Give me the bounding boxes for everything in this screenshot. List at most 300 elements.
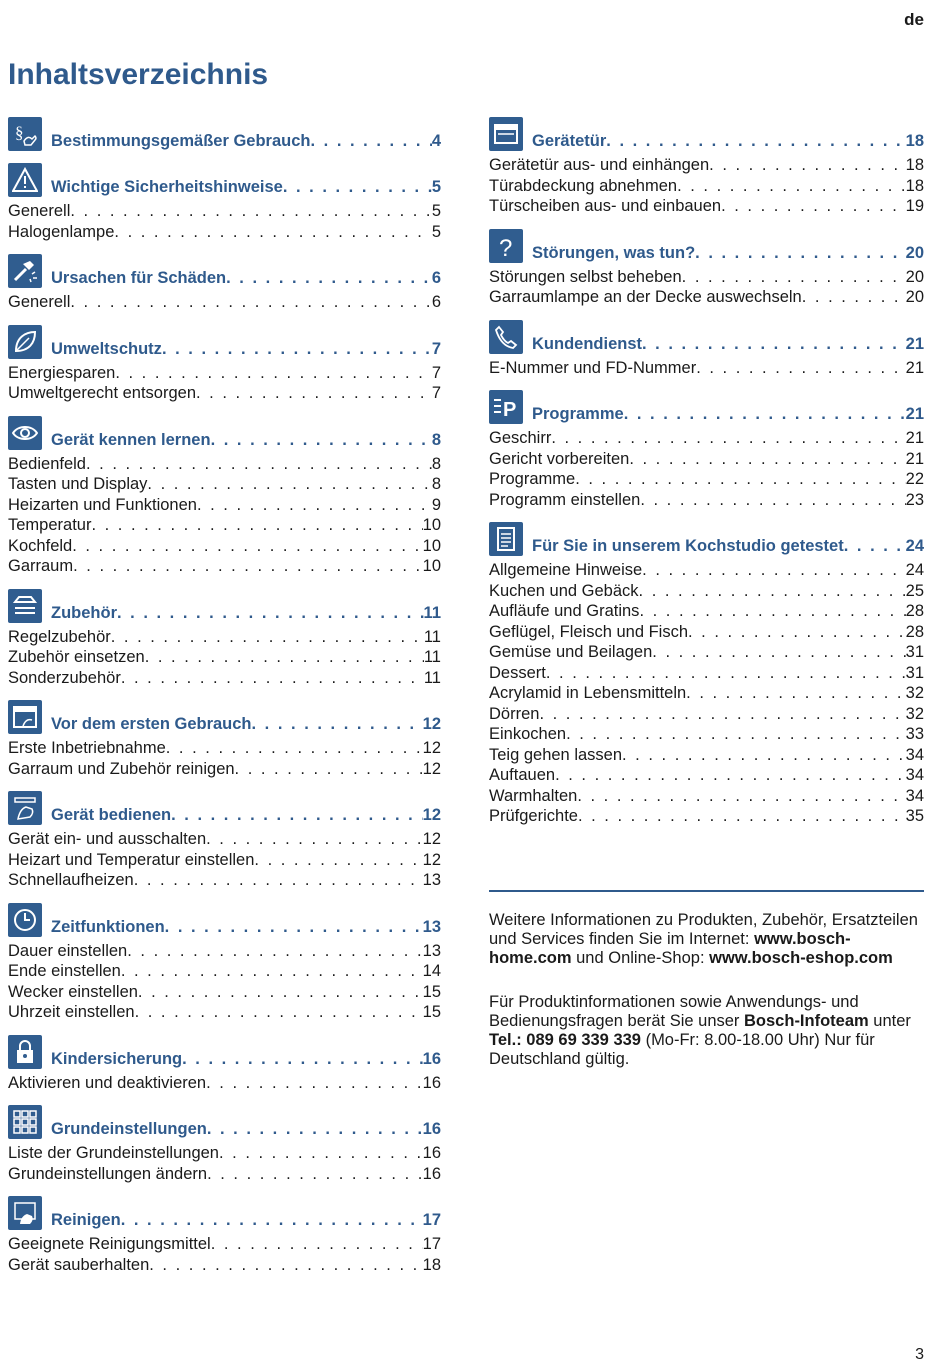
entry-label: Einkochen [489,725,567,743]
dot-leader [254,850,422,871]
dot-leader [111,627,424,648]
page-number: 3 [915,1346,924,1363]
entry-label: Kochfeld [8,536,73,555]
section-title: Bestimmungsgemäßer Gebrauch [51,132,311,150]
entry-page: 18 [905,156,924,174]
dot-leader [677,176,906,197]
section-page: 12 [422,806,441,824]
toc-section [8,899,441,1023]
entry-label: Erste Inbetriebnahme [8,739,166,757]
entry-page: 12 [422,759,441,778]
section-heading[interactable] [8,696,441,734]
entry-label: Acrylamid in Lebensmitteln [489,684,687,702]
entry-page: 16 [422,1144,441,1162]
dot-leader [577,786,905,807]
dot-leader [546,663,906,684]
toc-entry[interactable] [8,1073,441,1094]
entry-page: 33 [905,725,924,743]
entry-label: Allgemeine Hinweise [489,561,643,579]
toc-entry[interactable] [489,469,924,490]
section-heading[interactable] [8,250,441,288]
entry-label: Umweltgerecht entsorgen [8,384,197,402]
section-heading[interactable] [8,585,441,623]
dot-leader [555,765,906,786]
section-page: 18 [905,132,924,150]
toc-entry[interactable] [489,490,924,511]
entry-label: Gerät ein- und ausschalten [8,830,207,848]
toc-entry[interactable] [8,454,441,475]
entry-page: 34 [905,766,924,784]
toc-entry[interactable] [489,765,924,786]
entry-page: 21 [905,449,924,468]
toc-entry[interactable] [8,738,441,759]
toc-entry[interactable] [8,941,441,962]
dot-leader [117,603,424,623]
toc-section [8,1101,441,1184]
dot-leader [688,622,906,643]
entry-label: Heizarten und Funktionen [8,495,197,514]
svg-text:?: ? [499,234,513,259]
entry-page: 8 [431,454,441,473]
entry-label: Sonderzubehör [8,668,121,687]
phone-number: Tel.: 089 69 339 339 [489,1031,641,1049]
toc-entry[interactable] [8,850,441,871]
leaf-icon [8,325,42,359]
entry-label: Aufläufe und Gratins [489,602,640,620]
dot-leader [311,131,432,151]
entry-page: 34 [905,745,924,764]
section-page: 4 [431,132,441,150]
section-heading[interactable] [8,1101,441,1139]
toc-entry[interactable] [489,806,924,827]
section-title: Für Sie in unserem Kochstudio getestet [532,537,844,555]
dot-leader [639,581,906,602]
info-text: und Online-Shop: [571,949,710,967]
toc-entry[interactable] [8,536,441,557]
entry-page: 25 [905,581,924,600]
entry-page: 16 [422,1073,441,1092]
entry-label: Dessert [489,663,546,682]
entry-label: Gerätetür aus- und einhängen [489,156,710,174]
entry-page: 12 [422,850,441,869]
dot-leader [252,714,423,734]
dot-leader [162,339,432,359]
entry-page: 5 [431,222,441,241]
entry-label: Gerät sauberhalten [8,1255,150,1274]
toc-entry[interactable] [8,870,441,891]
dot-leader [566,724,906,745]
entry-page: 14 [422,962,441,980]
dot-leader [226,268,432,288]
section-heading[interactable] [489,518,924,556]
toc-entry[interactable] [8,556,441,577]
dot-leader [639,601,905,622]
section-title: Umweltschutz [51,339,162,358]
toc-entry[interactable] [8,829,441,850]
entry-label: Halogenlampe [8,222,115,241]
toc-entry[interactable] [489,155,924,176]
dot-leader [134,870,423,891]
section-page: 12 [422,715,441,733]
section-title: Gerät kennen lernen [51,430,211,449]
dot-leader [642,560,905,581]
toc-entry[interactable] [489,176,924,197]
warning-triangle-icon [8,163,42,197]
toc-entry[interactable] [489,267,924,288]
toc-section [8,696,441,779]
entry-label: Störungen selbst beheben [489,267,682,286]
section-heading[interactable] [8,159,441,197]
entry-label: Garraum [8,557,74,575]
toc-section [8,412,441,577]
dot-leader [211,430,432,450]
section-page: 13 [422,917,441,936]
entry-page: 28 [905,602,924,620]
entry-page: 11 [423,627,441,646]
entry-page: 13 [422,871,441,889]
dot-leader [844,536,906,556]
section-title: Gerätetür [532,132,607,150]
program-p-icon [489,390,523,424]
toc-entry[interactable] [8,1164,441,1185]
toc-entry[interactable] [8,668,441,689]
toc-entry[interactable] [8,222,441,243]
entry-page: 16 [422,1164,441,1183]
door-icon [489,117,523,151]
entry-label: Warmhalten [489,786,578,805]
entry-label: Zubehör einsetzen [8,648,145,666]
toc-entry[interactable] [489,601,924,622]
entry-page: 7 [431,384,441,402]
section-page: 5 [431,178,441,196]
toc-section [8,321,441,404]
info-text: unter [868,1012,911,1030]
entry-label: Programm einstellen [489,490,641,509]
cleaning-hand-icon [8,1196,42,1230]
entry-page: 17 [422,1235,441,1253]
toc-section [8,159,441,242]
toc-entry[interactable] [8,1002,441,1023]
section-title: Zeitfunktionen [51,917,165,936]
section-heading[interactable] [489,225,924,263]
toc-section [489,518,924,827]
toc-section [8,1192,441,1275]
toc-section [8,250,441,313]
toc-entry[interactable] [489,683,924,704]
entry-page: 31 [905,663,924,682]
section-title: Programme [532,405,624,423]
dot-leader [642,334,906,354]
section-page: 24 [905,537,924,555]
entry-label: Geschirr [489,429,552,447]
dot-leader [206,829,423,850]
phone-icon [489,320,523,354]
clock-icon [8,903,42,937]
section-heading[interactable] [8,787,441,825]
info-text: Weitere Informationen zu Produkten, Zubehör, Ersatzteilen und Services finden Sie im Internet: [489,911,918,948]
entry-page: 8 [431,475,441,493]
section-heading[interactable] [8,321,441,359]
dot-leader [182,1049,423,1069]
toc-entry[interactable] [489,287,924,308]
dot-leader [682,267,906,288]
entry-label: E-Nummer und FD-Nummer [489,358,697,377]
dot-leader [135,1002,423,1023]
trays-icon [8,589,42,623]
toc-entry[interactable] [489,642,924,663]
dot-leader [196,383,432,404]
toc-section [8,113,441,151]
dot-leader [127,941,422,962]
toc-entry[interactable] [8,627,441,648]
entry-page: 15 [422,982,441,1001]
toc-entry[interactable] [489,745,924,766]
toc-entry[interactable] [489,581,924,602]
entry-label: Liste der Grundeinstellungen [8,1144,219,1162]
section-page: 7 [431,339,441,358]
section-title: Grundeinstellungen [51,1120,207,1138]
hammer-damage-icon [8,254,42,288]
toc-section [489,316,924,379]
toc-entry[interactable] [489,663,924,684]
section-title: Wichtige Sicherheitshinweise [51,178,283,196]
entry-label: Temperatur [8,516,92,534]
toc-entry[interactable] [8,515,441,536]
entry-label: Tasten und Display [8,475,148,493]
dot-leader [165,917,423,937]
section-page: 17 [422,1211,441,1229]
toc-entry[interactable] [489,449,924,470]
website-link[interactable]: www.bosch-home.com [489,930,851,967]
entry-page: 24 [905,561,924,579]
entry-page: 21 [905,358,924,377]
svg-text:§: § [15,123,24,142]
dot-leader [206,1073,423,1094]
section-heading[interactable] [489,113,924,151]
dot-leader [802,287,906,308]
section-heading[interactable] [8,1192,441,1230]
entry-label: Wecker einstellen [8,982,138,1001]
dot-leader [91,515,422,536]
section-heading[interactable] [8,1031,441,1069]
info-hotline [489,993,929,1069]
dot-leader [283,177,432,197]
toc-left-column [8,113,441,1275]
section-heading[interactable] [8,899,441,937]
entry-label: Kuchen und Gebäck [489,581,639,600]
toc-entry[interactable] [8,1234,441,1255]
toc-entry[interactable] [489,724,924,745]
dot-leader [207,1164,423,1185]
dot-leader [121,668,424,689]
toc-entry[interactable] [8,961,441,982]
section-page: 6 [431,269,441,287]
entry-page: 34 [905,786,924,805]
entry-page: 15 [422,1003,441,1021]
toc-entry[interactable] [489,622,924,643]
dot-leader [70,292,431,313]
info-internet [489,911,929,968]
toc-entry[interactable] [8,1143,441,1164]
section-title: Ursachen für Schäden [51,269,227,287]
dot-leader [149,1255,422,1276]
entry-label: Heizart und Temperatur einstellen [8,850,255,869]
dot-leader [115,363,431,384]
toc-entry[interactable] [8,495,441,516]
entry-label: Geeignete Reinigungsmittel [8,1235,211,1253]
toc-entry[interactable] [8,759,441,780]
question-mark-icon [489,229,523,263]
toc-right-column [489,113,924,827]
entry-label: Prüfgerichte [489,807,578,825]
toc-entry[interactable] [8,647,441,668]
entry-page: 31 [905,643,924,661]
section-title: Zubehör [51,603,117,622]
dot-leader [121,1210,423,1230]
entry-label: Dörren [489,704,540,723]
entry-page: 21 [905,429,924,447]
dot-leader [695,243,905,263]
dot-leader [166,738,423,759]
dot-leader [207,1119,423,1139]
toc-entry[interactable] [8,474,441,495]
entry-page: 7 [431,363,441,382]
section-heading[interactable] [8,113,441,151]
divider-rule [489,890,924,892]
section-title: Gerät bedienen [51,806,172,824]
paragraph-hand-icon [8,117,42,151]
toc-section [8,585,441,689]
toc-section [489,386,924,510]
section-title: Kindersicherung [51,1049,183,1068]
page-title: Inhaltsverzeichnis [8,58,269,91]
section-title: Kundendienst [532,334,642,353]
entry-page: 5 [431,202,441,220]
section-title: Vor dem ersten Gebrauch [51,715,252,733]
toc-entry[interactable] [489,560,924,581]
dot-leader [197,495,432,516]
entry-page: 22 [905,470,924,488]
language-code: de [904,10,924,29]
entry-label: Generell [8,293,71,311]
entry-page: 11 [423,668,441,687]
entry-page: 12 [422,830,441,848]
entry-label: Grundeinstellungen ändern [8,1164,208,1183]
entry-page: 32 [905,704,924,723]
section-page: 16 [422,1120,441,1138]
section-page: 16 [422,1049,441,1068]
entry-label: Garraum und Zubehör reinigen [8,759,235,778]
entry-label: Schnellaufheizen [8,871,134,889]
toc-entry[interactable] [8,1255,441,1276]
entry-page: 13 [422,941,441,960]
toc-entry[interactable] [8,982,441,1003]
dot-leader [551,428,905,449]
dot-leader [114,222,431,243]
section-title: Störungen, was tun? [532,243,696,262]
toc-entry[interactable] [489,704,924,725]
dot-leader [629,449,905,470]
section-heading[interactable] [489,316,924,354]
section-page: 8 [431,430,441,449]
dot-leader [147,474,431,495]
dot-leader [652,642,905,663]
entry-page: 32 [905,684,924,702]
dot-leader [138,982,423,1003]
dot-leader [171,805,423,825]
entry-page: 19 [905,197,924,215]
section-page: 21 [905,405,924,423]
entry-page: 11 [423,648,441,666]
dot-leader [622,745,906,766]
lock-icon [8,1035,42,1069]
dot-leader [696,358,905,379]
recipe-book-icon [489,522,523,556]
entry-page: 10 [422,516,441,534]
dot-leader [145,647,424,668]
dot-leader [575,469,905,490]
entry-page: 20 [905,267,924,286]
entry-page: 12 [422,739,441,757]
entry-label: Geflügel, Fleisch und Fisch [489,622,689,641]
toc-entry[interactable] [8,201,441,222]
entry-page: 10 [422,536,441,555]
entry-label: Regelzubehör [8,627,111,646]
entry-page: 23 [905,490,924,509]
entry-page: 9 [431,495,441,514]
toc-entry[interactable] [8,292,441,313]
toc-entry[interactable] [8,383,441,404]
oven-hand-icon [8,700,42,734]
dot-leader [70,201,431,222]
section-heading[interactable] [8,412,441,450]
toc-section [8,787,441,891]
dot-leader [211,1234,423,1255]
toc-entry[interactable] [489,358,924,379]
section-heading[interactable] [489,386,924,424]
toc-section [8,1031,441,1094]
entry-label: Gericht vorbereiten [489,449,630,468]
entry-label: Energiesparen [8,363,116,382]
entry-page: 20 [905,288,924,306]
svg-text:P: P [503,399,517,420]
eshop-link[interactable]: www.bosch-eshop.com [709,949,893,967]
section-page: 20 [905,243,924,262]
dot-leader [578,806,906,827]
entry-label: Türabdeckung abnehmen [489,176,678,195]
eye-icon [8,416,42,450]
entry-label: Programme [489,470,576,488]
entry-page: 18 [422,1255,441,1274]
entry-page: 10 [422,557,441,575]
grid-icon [8,1105,42,1139]
toc-entry[interactable] [489,428,924,449]
info-text: Für Produktinformationen sowie Anwendungs- und Bedienungsfragen berät Sie unser [489,993,859,1030]
entry-label: Auftauen [489,766,556,784]
dot-leader [539,704,905,725]
toc-entry[interactable] [489,786,924,807]
entry-label: Bedienfeld [8,454,86,473]
section-title: Reinigen [51,1211,121,1229]
toc-entry[interactable] [8,363,441,384]
entry-label: Türscheiben aus- und einbauen [489,197,722,215]
toc-entry[interactable] [489,196,924,217]
entry-page: 28 [905,622,924,641]
entry-label: Dauer einstellen [8,941,128,960]
entry-label: Uhrzeit einstellen [8,1003,135,1021]
dot-leader [624,404,906,424]
dot-leader [606,131,905,151]
